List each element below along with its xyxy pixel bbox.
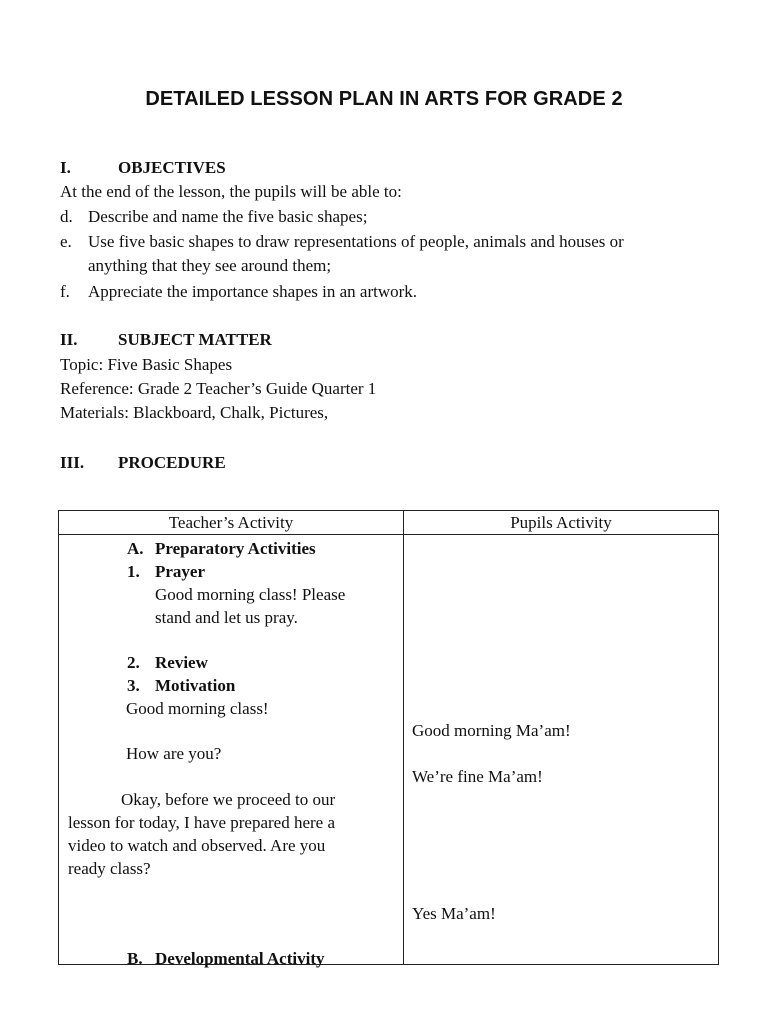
procedure-number: III. [60, 453, 85, 472]
teacher-paragraph: lesson for today, I have prepared here a [68, 813, 335, 832]
pupils-reply: Yes Ma’am! [412, 904, 496, 923]
subject-matter-number: II. [60, 330, 78, 349]
procedure-table [58, 510, 719, 968]
item-3-label: 3. [127, 676, 140, 695]
objective-text-continuation: anything that they see around them; [88, 256, 332, 275]
teacher-paragraph: ready class? [68, 859, 151, 878]
item-2-label: 2. [127, 653, 140, 672]
subject-materials: Materials: Blackboard, Chalk, Pictures, [60, 403, 329, 422]
review-title: Review [155, 653, 208, 672]
teacher-paragraph: Okay, before we proceed to our [121, 790, 336, 809]
column-divider [403, 511, 404, 964]
section-a-title: Preparatory Activities [155, 539, 316, 558]
document-title: DETAILED LESSON PLAN IN ARTS FOR GRADE 2 [145, 88, 623, 110]
pupils-activity-header: Pupils Activity [510, 513, 612, 532]
subject-reference: Reference: Grade 2 Teacher’s Guide Quarter 1 [60, 379, 377, 398]
procedure-heading: PROCEDURE [118, 453, 226, 472]
teacher-activity-header: Teacher’s Activity [168, 513, 294, 532]
teacher-question: How are you? [126, 744, 222, 763]
objective-letter: d. [60, 207, 73, 226]
objective-text: Appreciate the importance shapes in an artwork. [88, 282, 418, 301]
objective-text: Describe and name the five basic shapes; [88, 207, 368, 226]
objectives-intro: At the end of the lesson, the pupils will be able to: [60, 182, 402, 201]
prayer-text: Good morning class! Please [155, 585, 346, 604]
objectives-number: I. [60, 158, 71, 177]
teacher-greeting: Good morning class! [126, 699, 269, 718]
pupils-reply: We’re fine Ma’am! [412, 767, 543, 786]
subject-topic: Topic: Five Basic Shapes [60, 355, 233, 374]
item-1-label: 1. [127, 562, 140, 581]
section-b-label: B. [127, 949, 143, 968]
section-b-title: Developmental Activity [155, 949, 325, 968]
pupils-reply: Good morning Ma’am! [412, 721, 571, 740]
motivation-title: Motivation [155, 676, 236, 695]
objective-text: Use five basic shapes to draw representations of people, animals and houses or [88, 232, 624, 251]
header-divider [59, 534, 718, 535]
section-a-label: A. [127, 539, 144, 558]
objective-letter: f. [60, 282, 70, 301]
prayer-title: Prayer [155, 562, 206, 581]
prayer-text: stand and let us pray. [155, 608, 298, 627]
subject-matter-heading: SUBJECT MATTER [118, 330, 272, 349]
teacher-paragraph: video to watch and observed. Are you [68, 836, 326, 855]
objectives-heading: OBJECTIVES [118, 158, 226, 177]
objective-letter: e. [60, 232, 72, 251]
